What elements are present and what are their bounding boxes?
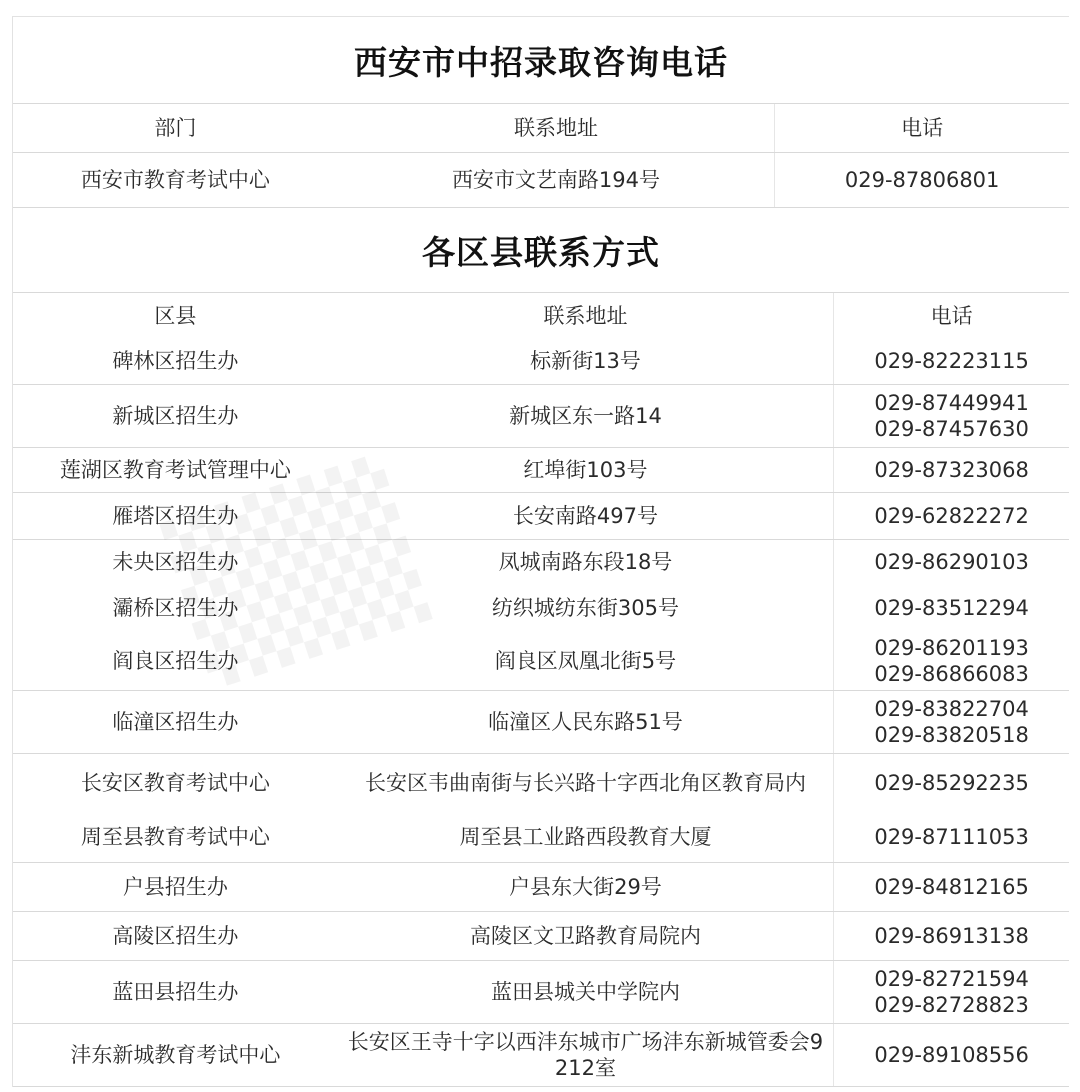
district-phone <box>833 691 1069 753</box>
district-row <box>13 1023 1069 1087</box>
address-line: 长安区韦曲南街与长兴路十字西北角区教育局内 <box>364 771 806 795</box>
main-title: 西安市中招录取咨询电话 <box>13 16 1069 103</box>
district-address <box>338 912 834 960</box>
district-name: 临潼区招生办 <box>112 710 239 734</box>
phone-number[interactable]: 029-82728823 <box>874 993 1029 1017</box>
header-phone: 电话 <box>774 104 1069 152</box>
phone-number[interactable]: 029-82721594 <box>874 967 1029 991</box>
district-row <box>13 584 1069 632</box>
district-address <box>338 961 834 1023</box>
district-name: 长安区教育考试中心 <box>80 771 270 795</box>
header-dept: 部门 <box>154 116 197 140</box>
phone-number[interactable]: 029-86201193 <box>874 636 1029 660</box>
phone-number[interactable]: 029-83512294 <box>874 596 1029 620</box>
district-name: 碑林区招生办 <box>112 349 239 373</box>
district-name: 新城区招生办 <box>112 404 239 428</box>
district-address <box>338 540 834 584</box>
district-address <box>338 812 834 862</box>
district-row <box>13 753 1069 812</box>
district-address <box>338 493 834 539</box>
district-title: 各区县联系方式 <box>13 207 1069 292</box>
phone-number[interactable]: 029-87449941 <box>874 391 1029 415</box>
address-line: 户县东大街29号 <box>509 875 662 899</box>
district-phone <box>833 338 1069 384</box>
phone-number[interactable]: 029-83822704 <box>874 697 1029 721</box>
district-name: 雁塔区招生办 <box>112 504 239 528</box>
district-address <box>338 385 834 447</box>
district-name: 蓝田县招生办 <box>112 980 239 1004</box>
phone-number[interactable]: 029-83820518 <box>874 723 1029 747</box>
district-phone <box>833 493 1069 539</box>
phone-number[interactable]: 029-86290103 <box>874 550 1029 574</box>
main-header-row <box>13 103 1069 152</box>
phone-number[interactable]: 029-62822272 <box>874 504 1029 528</box>
district-phone <box>833 1024 1069 1086</box>
district-row <box>13 539 1069 584</box>
address-line: 标新街13号 <box>530 349 641 373</box>
address-line: 纺织城纺东街305号 <box>491 596 679 620</box>
district-row <box>13 812 1069 862</box>
phone-number[interactable]: 029-82223115 <box>874 349 1029 373</box>
main-data-row <box>13 152 1069 207</box>
phone-number[interactable]: 029-84812165 <box>874 875 1029 899</box>
district-address <box>338 632 834 690</box>
address-line: 周至县工业路西段教育大厦 <box>459 825 712 849</box>
district-name: 沣东新城教育考试中心 <box>70 1043 281 1067</box>
district-phone <box>833 584 1069 632</box>
address-line: 红埠街103号 <box>523 458 648 482</box>
main-phone[interactable]: 029-87806801 <box>774 153 1069 207</box>
phone-number[interactable]: 029-87111053 <box>874 825 1029 849</box>
phone-number[interactable]: 029-85292235 <box>874 771 1029 795</box>
phone-number[interactable]: 029-89108556 <box>874 1043 1029 1067</box>
header-district-phone: 电话 <box>833 293 1069 338</box>
address-line: 蓝田县城关中学院内 <box>490 980 680 1004</box>
district-phone <box>833 961 1069 1023</box>
district-phone <box>833 448 1069 492</box>
district-name: 高陵区招生办 <box>112 924 239 948</box>
district-name: 莲湖区教育考试管理中心 <box>59 458 291 482</box>
address-line: 新城区东一路14 <box>509 404 662 428</box>
district-row <box>13 447 1069 492</box>
district-phone <box>833 540 1069 584</box>
contact-sheet <box>12 16 1069 1087</box>
district-header-row <box>13 292 1069 338</box>
district-name: 周至县教育考试中心 <box>80 825 270 849</box>
district-phone <box>833 863 1069 911</box>
district-address <box>338 754 834 812</box>
address-line: 高陵区文卫路教育局院内 <box>469 924 701 948</box>
district-address <box>338 863 834 911</box>
header-district-address: 联系地址 <box>543 303 628 328</box>
district-name: 阎良区招生办 <box>112 649 239 673</box>
district-phone <box>833 632 1069 690</box>
district-address <box>338 584 834 632</box>
district-address <box>338 338 834 384</box>
district-name: 未央区招生办 <box>112 550 239 574</box>
district-row <box>13 384 1069 447</box>
district-address <box>338 448 834 492</box>
district-phone <box>833 812 1069 862</box>
district-phone <box>833 912 1069 960</box>
address-line: 长安南路497号 <box>512 504 658 528</box>
district-row <box>13 911 1069 960</box>
phone-number[interactable]: 029-86913138 <box>874 924 1029 948</box>
district-phone <box>833 385 1069 447</box>
header-district: 区县 <box>154 303 197 328</box>
main-address: 西安市文艺南路194号 <box>451 168 661 192</box>
phone-number[interactable]: 029-87457630 <box>874 417 1029 441</box>
phone-number[interactable]: 029-86866083 <box>874 662 1029 686</box>
address-line: 阎良区凤凰北街5号 <box>494 649 677 673</box>
address-line: 临潼区人民东路51号 <box>488 710 683 734</box>
district-address <box>338 691 834 753</box>
phone-number[interactable]: 029-87323068 <box>874 458 1029 482</box>
district-phone <box>833 754 1069 812</box>
district-row <box>13 632 1069 690</box>
district-row <box>13 862 1069 911</box>
district-row <box>13 338 1069 384</box>
address-line: 212室 <box>554 1056 616 1080</box>
header-address: 联系地址 <box>513 116 598 140</box>
address-line: 凤城南路东段18号 <box>498 550 673 574</box>
district-row <box>13 492 1069 539</box>
address-line: 长安区王寺十字以西沣东城市广场沣东新城管委会9 <box>347 1030 824 1054</box>
district-address <box>338 1024 834 1086</box>
district-rows <box>13 338 1069 1087</box>
district-row <box>13 690 1069 753</box>
main-dept: 西安市教育考试中心 <box>80 168 270 192</box>
district-name: 户县招生办 <box>122 875 228 899</box>
district-name: 灞桥区招生办 <box>112 596 239 620</box>
district-row <box>13 960 1069 1023</box>
